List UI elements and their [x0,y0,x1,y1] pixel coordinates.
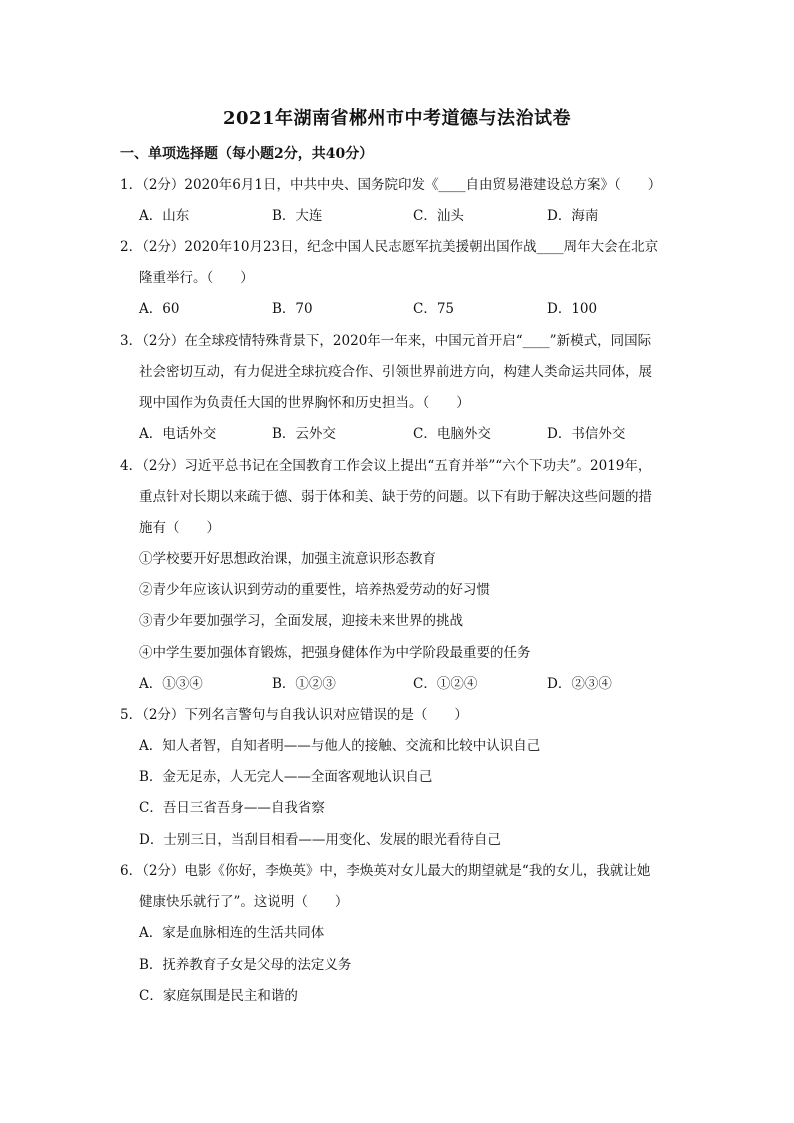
question-3-option-a: A．电话外交 [139,426,217,442]
question-4-option-a: A．①③④ [139,676,203,692]
question-6-stem-line-1: 6．（2分）电影《你好，李焕英》中，李焕英对女儿最大的期望就是“我的女儿，我就让她 [120,863,651,879]
question-6-option-a: A．家是血脉相连的生活共同体 [139,925,325,941]
question-4-option-d: D．②③④ [547,676,612,692]
question-2-option-d: D．100 [547,301,598,317]
question-2-option-b: B．70 [272,301,313,317]
question-5-option-c: C．吾日三省吾身——自我省察 [139,800,325,816]
section-heading: 一、单项选择题（每小题2分，共40分） [120,146,374,162]
question-1-option-a: A．山东 [139,208,190,224]
question-3-option-b: B．云外交 [272,426,336,442]
question-5-option-b: B．金无足赤，人无完人——全面客观地认识自己 [139,769,433,785]
question-1-option-d: D．海南 [547,208,599,224]
question-6-stem-line-2: 健康快乐就行了”。这说明（ ） [139,894,349,910]
question-3-stem-line-3: 现中国作为负责任大国的世界胸怀和历史担当。（ ） [139,395,470,411]
question-1-stem: 1．（2分）2020年6月1日，中共中央、国务院印发《____自由贸易港建设总方案》（ ） [120,177,662,193]
question-4-stem-line-2: 重点针对长期以来疏于德、弱于体和美、缺于劳的问题。以下有助于解决这些问题的措 [139,489,652,505]
question-4-item-4: ④中学生要加强体育锻炼，把强身健体作为中学阶段最重要的任务 [139,645,531,661]
question-6-option-c: C．家庭氛围是民主和谐的 [139,988,298,1004]
question-3-option-d: D．书信外交 [547,426,626,442]
question-4-item-1: ①学校要开好思想政治课，加强主流意识形态教育 [139,551,436,567]
question-5-option-a: A．知人者智，自知者明——与他人的接触、交流和比较中认识自己 [139,738,541,754]
question-6-option-b: B．抚养教育子女是父母的法定义务 [139,957,352,973]
question-1-option-c: C．汕头 [413,208,464,224]
question-5-stem: 5．（2分）下列名言警句与自我认识对应错误的是（ ） [120,707,468,723]
question-4-stem-line-1: 4．（2分）习近平总书记在全国教育工作会议上提出“五育并举”“六个下功夫”。2019年， [120,458,652,474]
question-3-option-c: C．电脑外交 [413,426,491,442]
question-2-option-a: A．60 [139,301,180,317]
question-3-stem-line-1: 3．（2分）在全球疫情特殊背景下，2020年一年来，中国元首开启“____”新模式，同国际 [120,333,652,349]
question-4-stem-line-3: 施有（ ） [139,520,220,536]
question-5-option-d: D．士别三日，当刮目相看——用变化、发展的眼光看待自己 [139,832,501,848]
question-4-item-3: ③青少年要加强学习，全面发展，迎接未来世界的挑战 [139,613,463,629]
question-3-stem-line-2: 社会密切互动，有力促进全球抗疫合作、引领世界前进方向，构建人类命运共同体，展 [139,364,652,380]
question-4-item-2: ②青少年应该认识到劳动的重要性，培养热爱劳动的好习惯 [139,582,490,598]
question-4-option-c: C．①②④ [413,676,478,692]
question-4-option-b: B．①②③ [272,676,336,692]
question-2-option-c: C．75 [413,301,455,317]
question-1-option-b: B．大连 [272,208,323,224]
question-2-stem-line-2: 隆重举行。（ ） [139,270,254,286]
question-2-stem-line-1: 2．（2分）2020年10月23日，纪念中国人民志愿军抗美援朝出国作战____周年大会在北京 [120,239,659,255]
page-title: 2021年湖南省郴州市中考道德与法治试卷 [222,108,572,129]
